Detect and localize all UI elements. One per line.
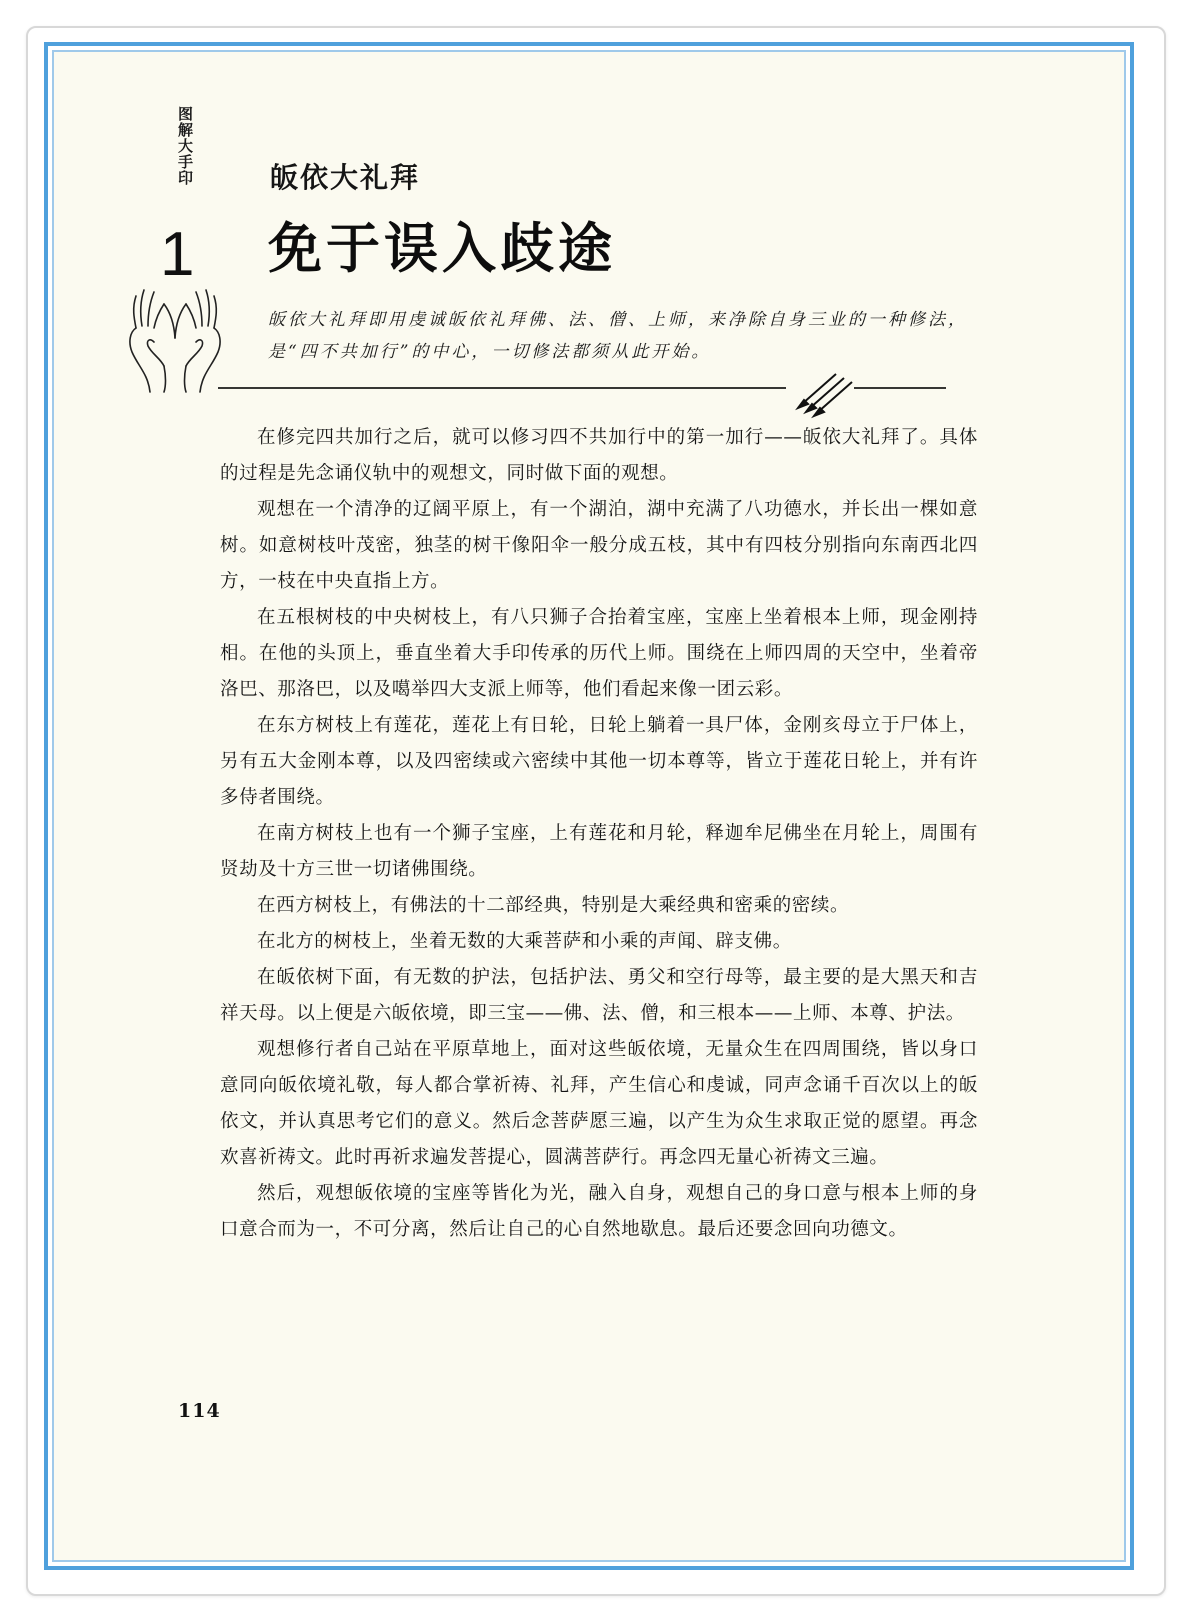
paragraph: 在南方树枝上也有一个狮子宝座，上有莲花和月轮，释迦牟尼佛坐在月轮上，周围有贤劫及十方三世一切诸佛围绕。	[220, 823, 978, 880]
paragraph: 在五根树枝的中央树枝上，有八只狮子合抬着宝座，宝座上坐着根本上师，现金刚持相。在他的头顶上，垂直坐着大手印传承的历代上师。围绕在上师四周的天空中，坐着帝洛巴、那洛巴，以及噶举四大支派上师等，他们看起来像一团云彩。	[220, 607, 978, 700]
paragraph: 在北方的树枝上，坐着无数的大乘菩萨和小乘的声闻、辟支佛。	[257, 931, 792, 952]
paragraph: 然后，观想皈依境的宝座等皆化为光，融入自身，观想自己的身口意与根本上师的身口意合而为一，不可分离，然后让自己的心自然地歇息。最后还要念回向功德文。	[220, 1183, 978, 1240]
paragraph: 在东方树枝上有莲花，莲花上有日轮，日轮上躺着一具尸体，金刚亥母立于尸体上，另有五大金刚本尊，以及四密续或六密续中其他一切本尊等，皆立于莲花日轮上，并有许多侍者围绕。	[220, 715, 978, 808]
chapter-intro: 皈依大礼拜即用虔诚皈依礼拜佛、法、僧、上师，来净除自身三业的一种修法，是“四不共加行”的中心，一切修法都须从此开始。	[268, 310, 968, 362]
paragraph: 观想修行者自己站在平原草地上，面对这些皈依境，无量众生在四周围绕，皆以身口意同向皈依境礼敬，每人都合掌祈祷、礼拜，产生信心和虔诚，同声念诵千百次以上的皈依文，并认真思考它们的意义。然后念菩萨愿三遍，以产生为众生求取正觉的愿望。再念欢喜祈祷文。此时再祈求遍发菩提心，圆满菩萨行。再念四无量心祈祷文三遍。	[220, 1039, 978, 1168]
section-divider	[218, 372, 978, 420]
chapter-number: 1	[160, 220, 195, 289]
paragraph: 在皈依树下面，有无数的护法，包括护法、勇父和空行母等，最主要的是大黑天和吉祥天母。以上便是六皈依境，即三宝——佛、法、僧，和三根本——上师、本尊、护法。	[220, 967, 978, 1024]
body-text	[220, 420, 978, 1248]
arrows-icon	[798, 374, 852, 416]
praying-hands-icon	[120, 282, 230, 394]
chapter-title: 免于误入歧途	[268, 217, 616, 280]
page-number: 114	[178, 1400, 221, 1422]
series-label: 图解大手印	[176, 106, 194, 186]
paragraph: 观想在一个清净的辽阔平原上，有一个湖泊，湖中充满了八功德水，并长出一棵如意树。如意树枝叶茂密，独茎的树干像阳伞一般分成五枝，其中有四枝分别指向东南西北四方，一枝在中央直指上方。	[220, 499, 978, 592]
chapter-subtitle: 皈依大礼拜	[270, 161, 421, 194]
paragraph: 在西方树枝上，有佛法的十二部经典，特别是大乘经典和密乘的密续。	[257, 895, 850, 916]
paragraph: 在修完四共加行之后，就可以修习四不共加行中的第一加行——皈依大礼拜了。具体的过程是先念诵仪轨中的观想文，同时做下面的观想。	[220, 427, 978, 484]
